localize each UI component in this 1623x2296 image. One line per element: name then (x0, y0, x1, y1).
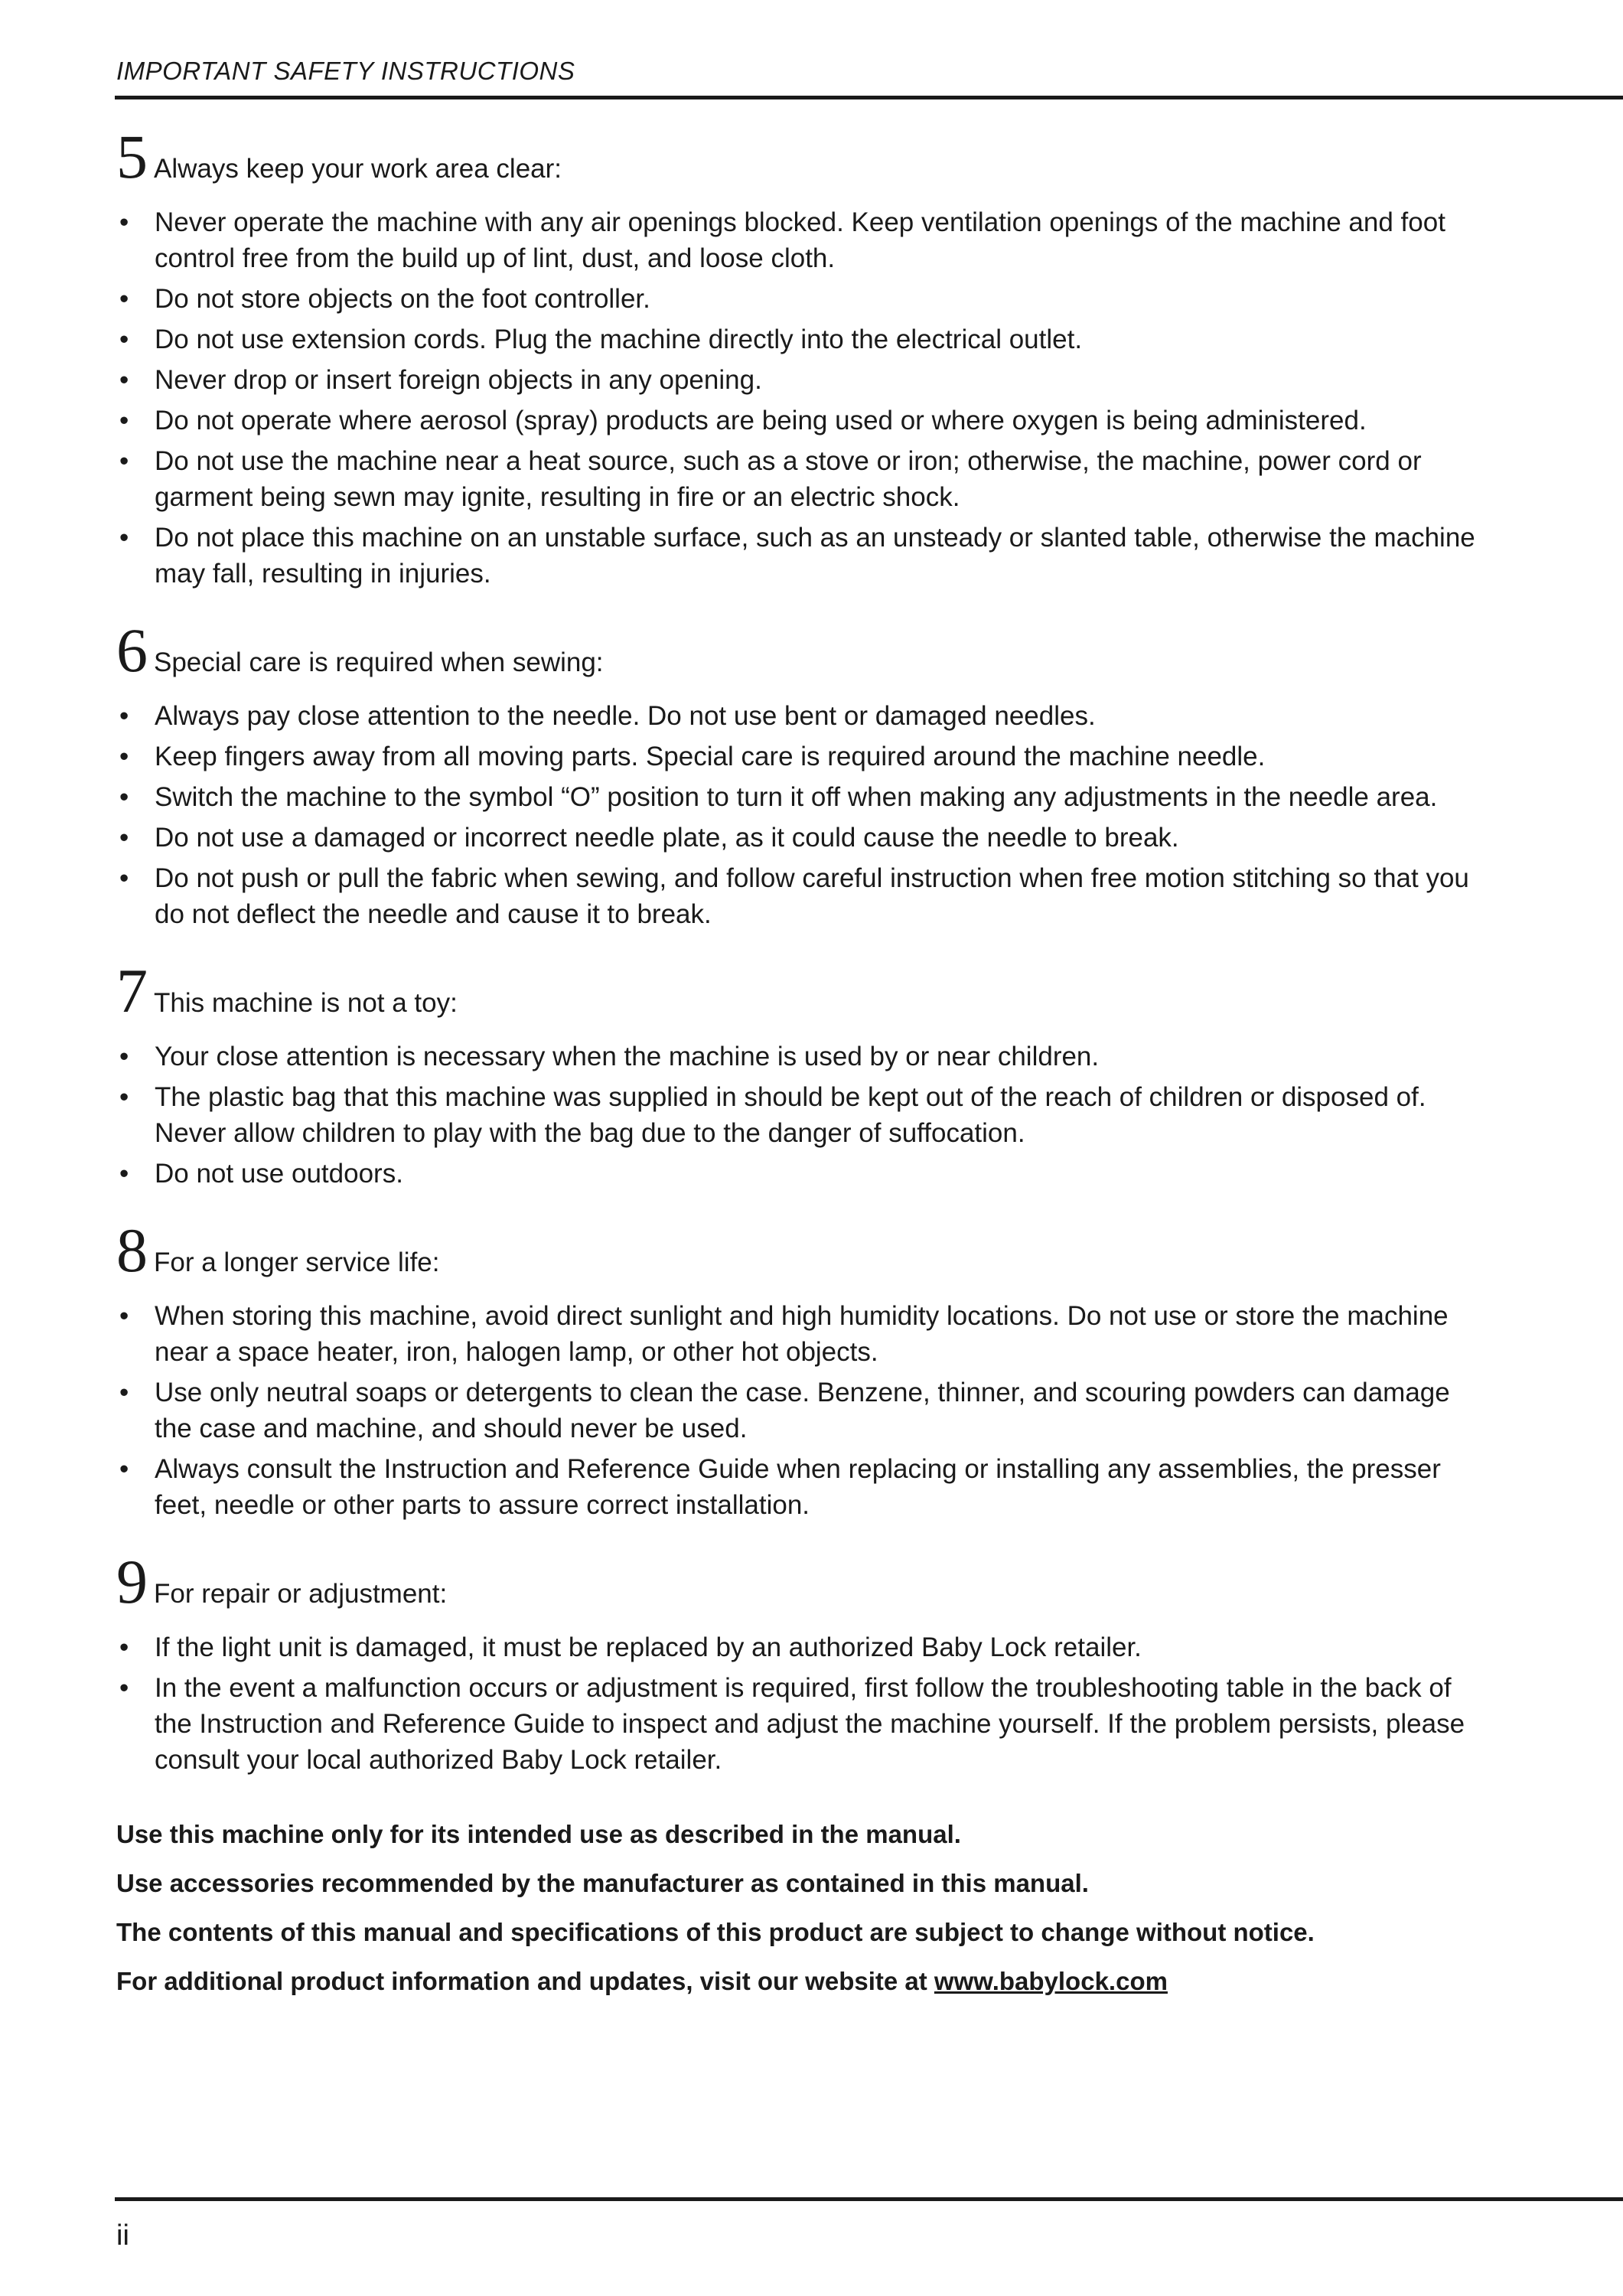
bullet-icon: • (119, 406, 129, 435)
bullet-icon: • (119, 523, 129, 553)
list-item (116, 820, 1494, 856)
list-item (116, 1629, 1494, 1665)
list-item-text: Keep fingers away from all moving parts. Special care is required around the machine needle. (155, 742, 1266, 771)
section-title: Special care is required when sewing: (154, 647, 604, 677)
list-item (116, 281, 1494, 317)
section-title: For repair or adjustment: (154, 1579, 448, 1609)
list-item-text: Do not use the machine near a heat source, such as a stove or iron; otherwise, the machine, power cord or garment being sewn may ignite, resulting in fire or an electric shock. (155, 446, 1422, 512)
section-7 (116, 956, 1494, 1192)
bullet-icon: • (119, 1632, 129, 1662)
list-item-text: The plastic bag that this machine was supplied in should be kept out of the reach of children or disposed of. Never allow children to play with the bag due to the danger of suffocation. (155, 1082, 1426, 1148)
list-item-text: Always pay close attention to the needle. Do not use bent or damaged needles. (155, 701, 1096, 731)
note-website (116, 1963, 1494, 1999)
list-item (116, 362, 1494, 398)
section-heading (116, 1547, 1494, 1616)
list-item-text: Never operate the machine with any air openings blocked. Keep ventilation openings of the machine and foot control free from the build up of lint, dust, and loose cloth. (155, 207, 1445, 273)
bullet-icon: • (119, 1301, 129, 1331)
section-number: 7 (116, 956, 148, 1026)
list-item (116, 860, 1494, 932)
list-item-text: When storing this machine, avoid direct sunlight and high humidity locations. Do not use or store the machine near a space heater, iron, halogen lamp, or other hot objects. (155, 1301, 1449, 1367)
bullet-icon: • (119, 782, 129, 812)
list-item (116, 1156, 1494, 1192)
bullet-icon: • (119, 325, 129, 354)
bullet-icon: • (119, 1673, 129, 1703)
section-8 (116, 1215, 1494, 1523)
list-item-text: Use only neutral soaps or detergents to clean the case. Benzene, thinner, and scouring powders can damage the case and machine, and should never be used. (155, 1378, 1450, 1443)
list-item (116, 698, 1494, 734)
bullet-list (116, 204, 1494, 592)
bullet-icon: • (119, 1378, 129, 1407)
bullet-icon: • (119, 365, 129, 395)
bullet-icon: • (119, 1454, 129, 1484)
list-item (116, 1375, 1494, 1446)
section-title: For a longer service life: (154, 1247, 440, 1277)
header-divider (115, 96, 1623, 99)
list-item (116, 520, 1494, 592)
note-change-notice: The contents of this manual and specifications of this product are subject to change without notice. (116, 1918, 1315, 1946)
list-item (116, 204, 1494, 276)
list-item (116, 321, 1494, 357)
section-heading (116, 956, 1494, 1026)
bullet-icon: • (119, 701, 129, 731)
closing-notes (116, 1816, 1494, 1999)
section-6 (116, 615, 1494, 932)
list-item (116, 739, 1494, 775)
bullet-icon: • (119, 823, 129, 853)
list-item (116, 1670, 1494, 1778)
bullet-icon: • (119, 1042, 129, 1071)
list-item-text: Do not use extension cords. Plug the machine directly into the electrical outlet. (155, 325, 1083, 354)
website-link[interactable]: www.babylock.com (934, 1967, 1168, 1995)
bullet-list (116, 1039, 1494, 1192)
bullet-icon: • (119, 207, 129, 237)
section-heading (116, 122, 1494, 191)
list-item (116, 403, 1494, 439)
list-item-text: Always consult the Instruction and Reference Guide when replacing or installing any assemblies, the presser feet, needle or other parts to assure correct installation. (155, 1454, 1441, 1520)
section-9 (116, 1547, 1494, 1778)
section-5 (116, 122, 1494, 592)
list-item-text: If the light unit is damaged, it must be replaced by an authorized Baby Lock retailer. (155, 1632, 1142, 1662)
list-item (116, 443, 1494, 515)
section-heading (116, 1215, 1494, 1285)
bullet-icon: • (119, 284, 129, 314)
bullet-list (116, 1629, 1494, 1778)
list-item-text: In the event a malfunction occurs or adjustment is required, first follow the troubleshooting table in the back of the Instruction and Reference Guide to inspect and adjust the machine yourself. If the problem persists, please consult your local authorized Baby Lock retailer. (155, 1673, 1465, 1775)
bullet-list (116, 698, 1494, 932)
list-item (116, 779, 1494, 815)
section-number: 5 (116, 122, 148, 191)
bullet-icon: • (119, 1082, 129, 1112)
list-item (116, 1298, 1494, 1370)
list-item-text: Do not use outdoors. (155, 1159, 403, 1189)
bullet-icon: • (119, 863, 129, 893)
section-number: 9 (116, 1547, 148, 1616)
page-number: ii (116, 2219, 129, 2252)
list-item-text: Never drop or insert foreign objects in any opening. (155, 365, 762, 395)
section-heading (116, 615, 1494, 685)
list-item-text: Do not store objects on the foot controller. (155, 284, 650, 314)
page-content (116, 122, 1494, 2012)
list-item-text: Do not operate where aerosol (spray) products are being used or where oxygen is being administered. (155, 406, 1367, 435)
list-item-text: Do not use a damaged or incorrect needle plate, as it could cause the needle to break. (155, 823, 1179, 853)
section-number: 8 (116, 1215, 148, 1285)
section-number: 6 (116, 615, 148, 685)
bullet-icon: • (119, 446, 129, 476)
list-item-text: Your close attention is necessary when the machine is used by or near children. (155, 1042, 1100, 1071)
note-accessories: Use accessories recommended by the manufacturer as contained in this manual. (116, 1869, 1089, 1897)
footer-divider (115, 2197, 1623, 2201)
list-item-text: Do not place this machine on an unstable surface, such as an unsteady or slanted table, otherwise the machine may fall, resulting in injuries. (155, 523, 1475, 589)
page-header-title: IMPORTANT SAFETY INSTRUCTIONS (116, 57, 575, 85)
section-title: Always keep your work area clear: (154, 154, 562, 184)
bullet-list (116, 1298, 1494, 1523)
list-item (116, 1451, 1494, 1523)
note-website-text: For additional product information and updates, visit our website at (116, 1967, 934, 1995)
bullet-icon: • (119, 1159, 129, 1189)
note-intended-use: Use this machine only for its intended use as described in the manual. (116, 1820, 961, 1848)
list-item-text: Do not push or pull the fabric when sewing, and follow careful instruction when free motion stitching so that you do not deflect the needle and cause it to break. (155, 863, 1469, 929)
list-item (116, 1039, 1494, 1075)
list-item-text: Switch the machine to the symbol “O” position to turn it off when making any adjustments in the needle area. (155, 782, 1438, 812)
list-item (116, 1079, 1494, 1151)
section-title: This machine is not a toy: (154, 988, 458, 1018)
bullet-icon: • (119, 742, 129, 771)
